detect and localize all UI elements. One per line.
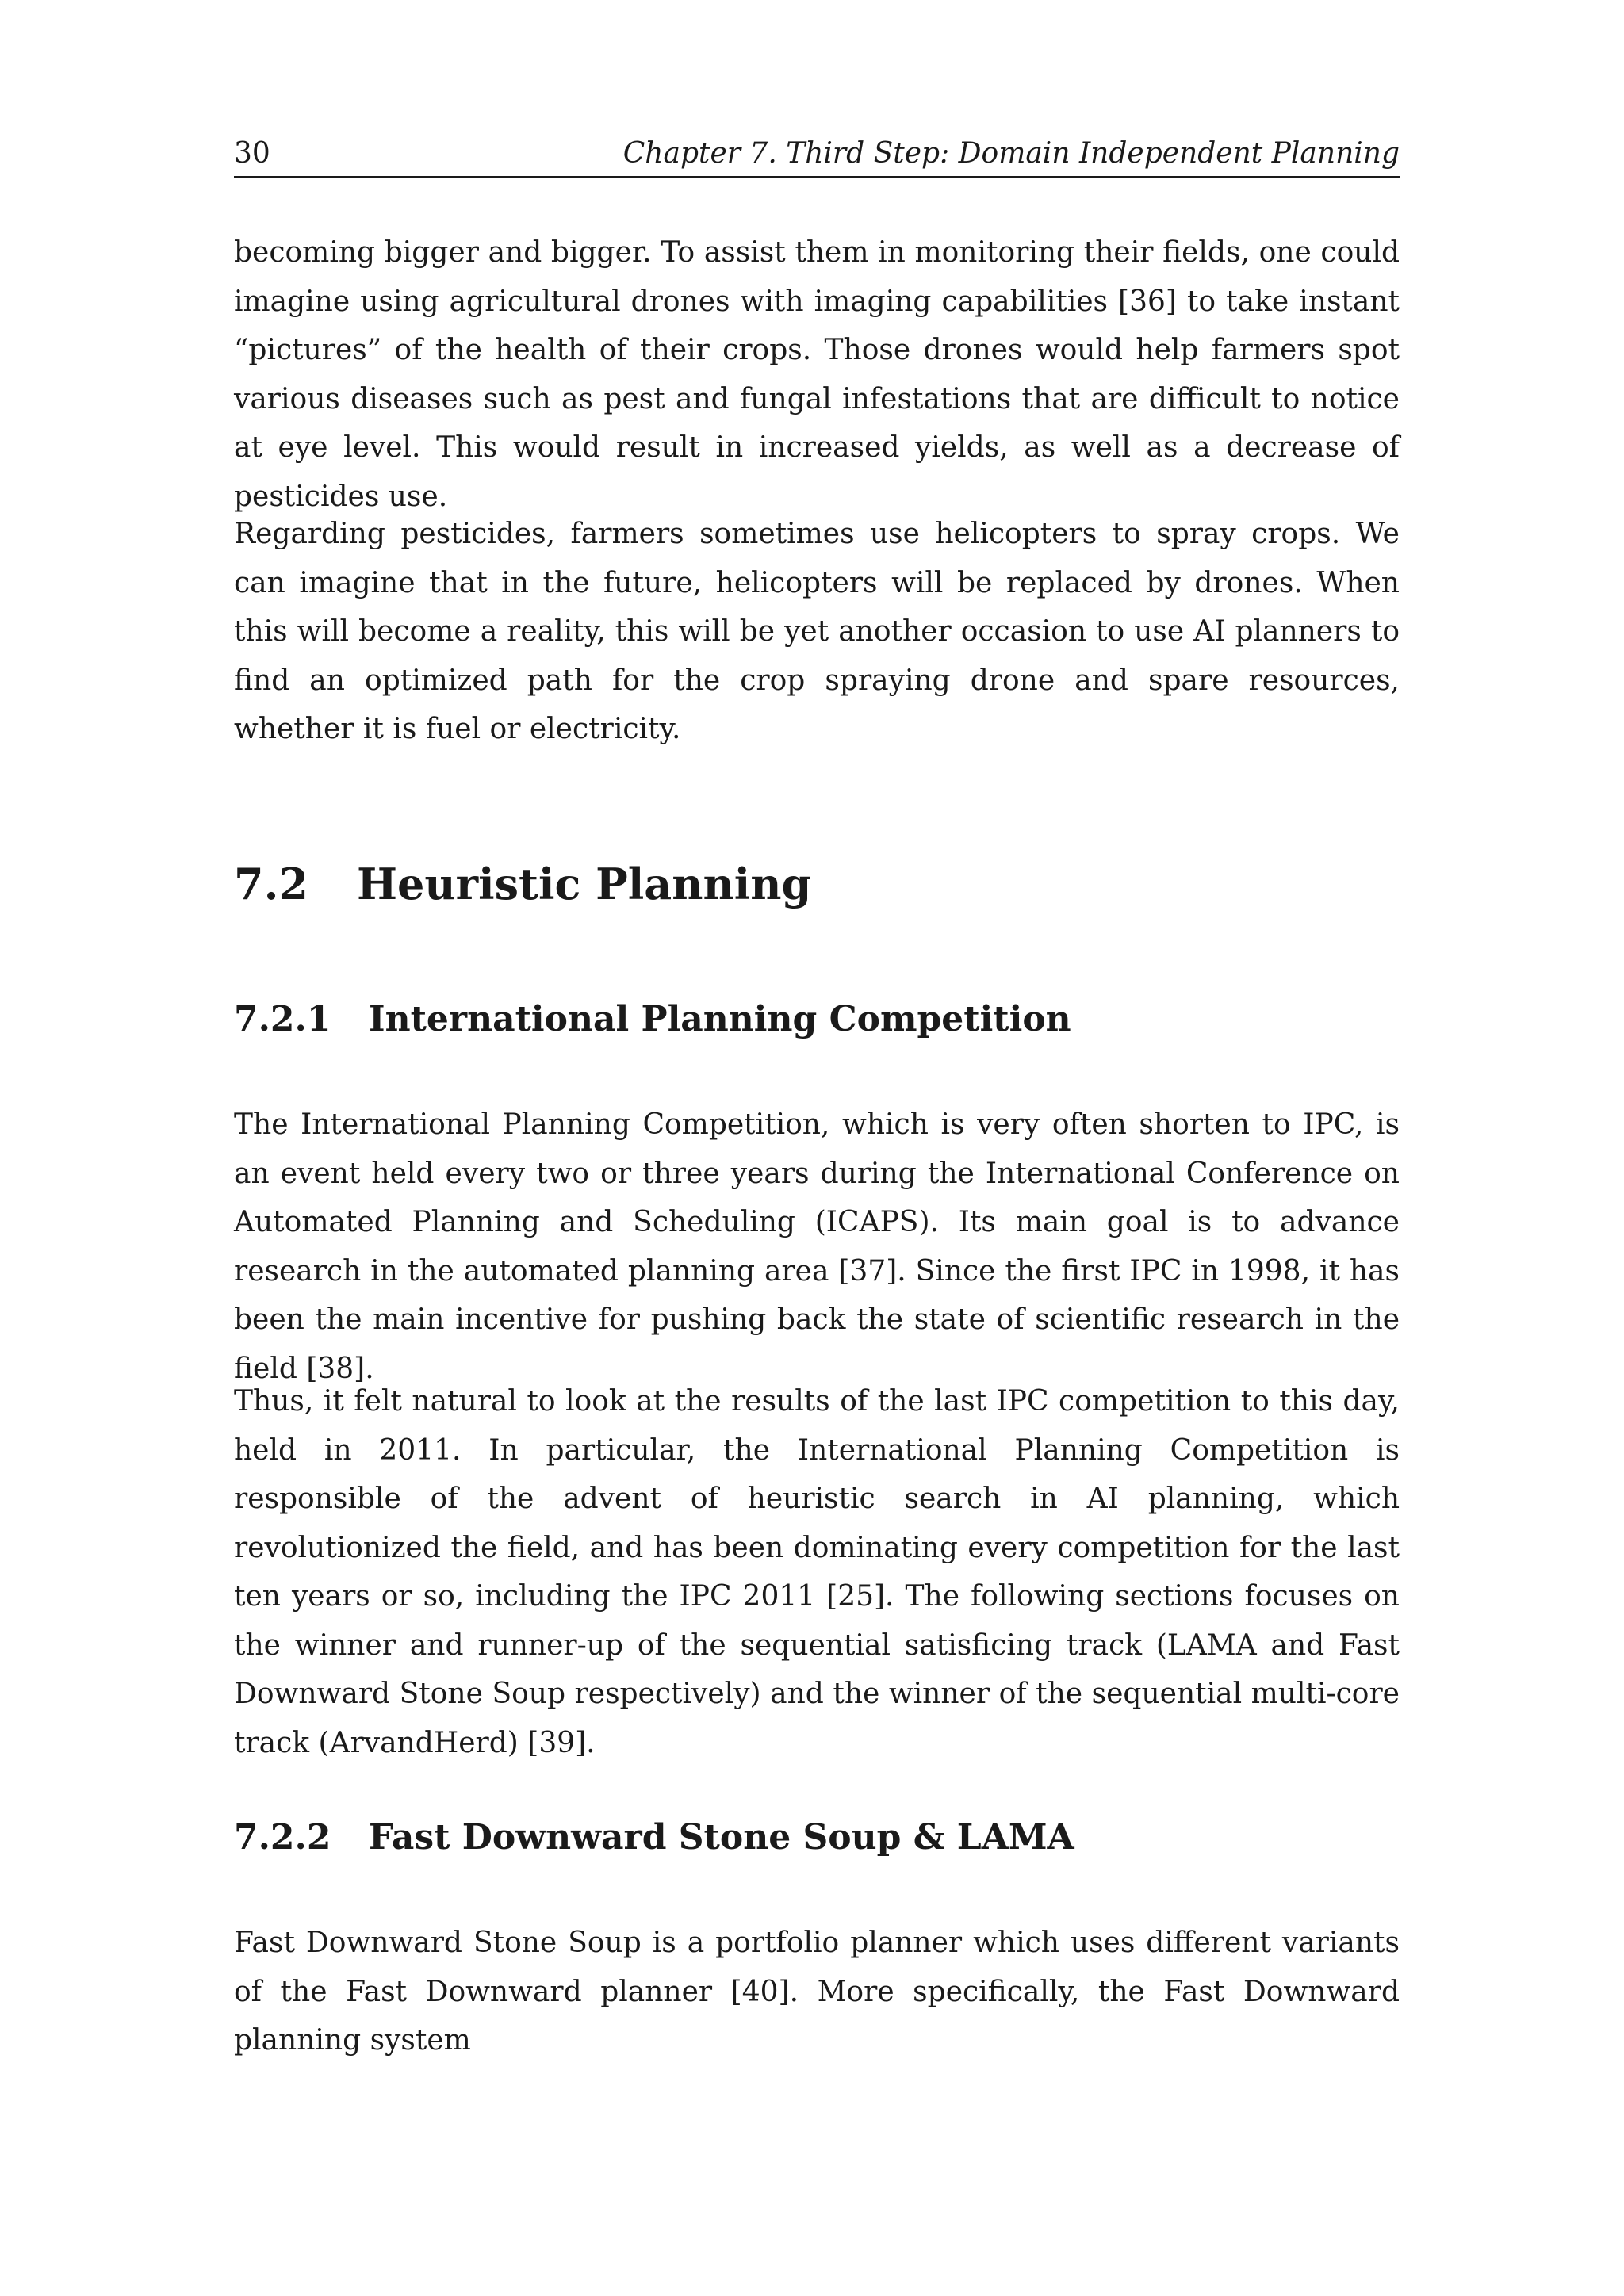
paragraph-text: Thus, it felt natural to look at the results of the last IPC competition to this day, held in 2011. In particular, the International Planning Competition is responsible of the advent of heuristic search in AI planning, which revolutionized the field, and has been dominating every competition for the last ten years or so, including the IPC 2011 [25]. The following sections focuses on the winner and runner-up of the sequential satisficing track (LAMA and Fast Downward Stone Soup respectively) and the winner of the sequential multi-core track (ArvandHerd) [39]. bbox=[234, 1385, 1400, 1759]
section-heading-7-2 bbox=[234, 856, 1400, 912]
chapter-title: Chapter 7. Third Step: Domain Independent Planning bbox=[622, 137, 1400, 170]
subsection-number: 7.2.2 bbox=[234, 1817, 331, 1858]
paragraph-3 bbox=[234, 1100, 1400, 1393]
paragraph-text: Regarding pesticides, farmers sometimes use helicopters to spray crops. We can imagine that in the future, helicopters will be replaced by drones. When this will become a reality, this will be yet another occasion to use AI planners to find an optimized path for the crop spraying drone and spare resources, whether it is fuel or electricity. bbox=[234, 518, 1400, 745]
paragraph-5 bbox=[234, 1919, 1400, 2065]
paragraph-4 bbox=[234, 1377, 1400, 1767]
page-number: 30 bbox=[234, 137, 270, 170]
paragraph-text: becoming bigger and bigger. To assist them in monitoring their fields, one could imagine using agricultural drones with imaging capabilities [36] to take instant “pictures” of the health of their crops. Those drones would help farmers spot various diseases such as pest and fungal infestations that are difficult to notice at eye level. This would result in increased yields, as well as a decrease of pesticides use. bbox=[234, 236, 1400, 513]
subsection-heading-7-2-1 bbox=[234, 996, 1400, 1043]
subsection-title: International Planning Competition bbox=[369, 999, 1071, 1039]
subsection-heading-7-2-2 bbox=[234, 1814, 1400, 1862]
paragraph-1 bbox=[234, 228, 1400, 521]
section-title: Heuristic Planning bbox=[357, 859, 812, 909]
section-number: 7.2 bbox=[234, 859, 308, 909]
paragraph-2 bbox=[234, 510, 1400, 754]
paragraph-text: The International Planning Competition, which is very often shorten to IPC, is an event held every two or three years during the International Conference on Automated Planning and Scheduling (ICAPS). Its main goal is to advance research in the automated planning area [37]. Since the first IPC in 1998, it has been the main incentive for pushing back the state of scientific research in the field [38]. bbox=[234, 1108, 1400, 1385]
subsection-number: 7.2.1 bbox=[234, 999, 331, 1039]
running-header bbox=[234, 136, 1400, 178]
document-page bbox=[234, 0, 1400, 2296]
paragraph-text: Fast Downward Stone Soup is a portfolio planner which uses different variants of the Fast Downward planner [40]. More specifically, the Fast Downward planning system bbox=[234, 1927, 1400, 2057]
subsection-title: Fast Downward Stone Soup & LAMA bbox=[369, 1817, 1074, 1858]
